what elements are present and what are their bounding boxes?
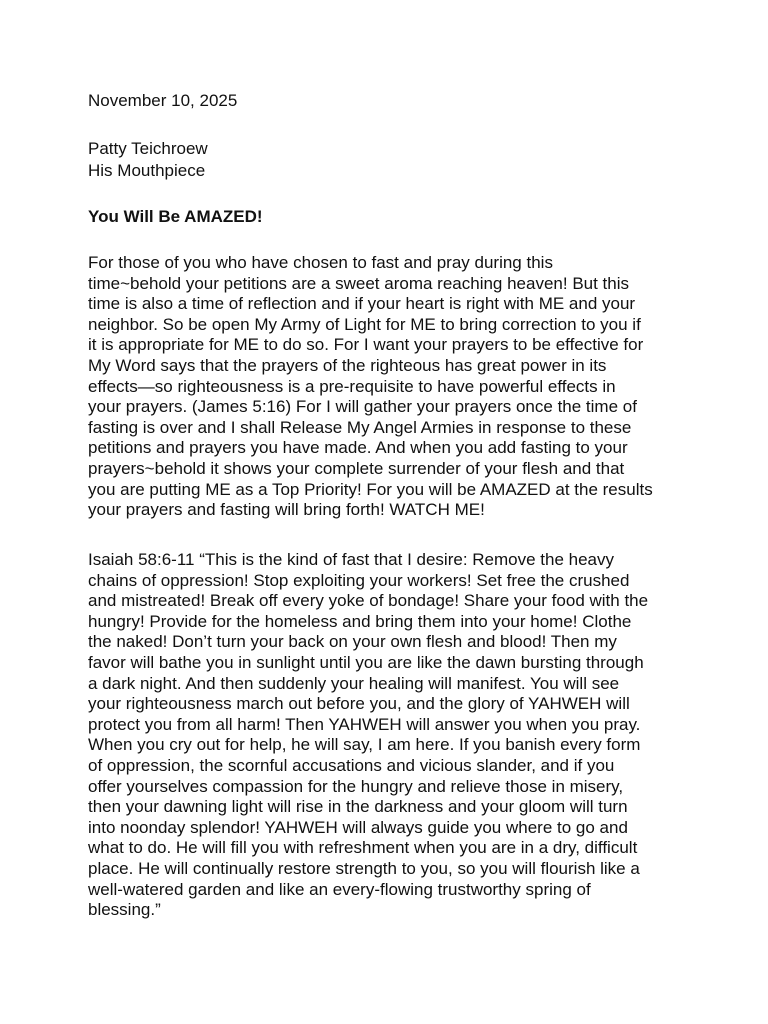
text-line: a dark night. And then suddenly your healing will manifest. You will see bbox=[88, 673, 620, 693]
text-line: well-watered garden and like an every-flowing trustworthy spring of bbox=[88, 879, 591, 899]
text-line: fasting is over and I shall Release My Angel Armies in response to these bbox=[88, 417, 632, 437]
text-line: of oppression, the scornful accusations and vicious slander, and if you bbox=[88, 755, 615, 775]
text-line: When you cry out for help, he will say, I am here. If you banish every form bbox=[88, 735, 641, 755]
author-name: Patty Teichroew bbox=[88, 139, 208, 158]
text-line: favor will bathe you in sunlight until you are like the dawn bursting through bbox=[88, 652, 644, 672]
text-line: For those of you who have chosen to fast and pray during this bbox=[88, 253, 553, 272]
text-line: into noonday splendor! YAHWEH will always guide you where to go and bbox=[88, 817, 628, 837]
text-line: your prayers. (James 5:16) For I will gather your prayers once the time of bbox=[88, 397, 637, 417]
text-line: it is appropriate for ME to do so. For I want your prayers to be effective for bbox=[88, 335, 644, 355]
text-line: chains of oppression! Stop exploiting your workers! Set free the crushed bbox=[88, 570, 630, 590]
text-line: your prayers and fasting will bring forth! WATCH ME! bbox=[88, 500, 485, 520]
text-line: what to do. He will fill you with refreshment when you are in a dry, difficult bbox=[88, 838, 638, 858]
author-block bbox=[88, 138, 208, 182]
text-line: petitions and prayers you have made. And when you add fasting to your bbox=[88, 438, 628, 458]
text-line: hungry! Provide for the homeless and bring them into your home! Clothe bbox=[88, 611, 632, 631]
text-line: time~behold your petitions are a sweet aroma reaching heaven! But this bbox=[88, 273, 630, 293]
text-line: neighbor. So be open My Army of Light for ME to bring correction to you if bbox=[88, 314, 641, 334]
text-line: then your dawning light will rise in the darkness and your gloom will turn bbox=[88, 797, 628, 817]
text-line: time is also a time of reflection and if your heart is right with ME and your bbox=[88, 294, 636, 314]
text-line: protect you from all harm! Then YAHWEH will answer you when you pray. bbox=[88, 714, 641, 734]
body-paragraph-2-scripture bbox=[88, 550, 648, 921]
body-paragraph-1 bbox=[88, 253, 653, 521]
text-line: and mistreated! Break off every yoke of bondage! Share your food with the bbox=[88, 591, 649, 611]
text-line: your righteousness march out before you, and the glory of YAHWEH will bbox=[88, 694, 630, 714]
letter-date: November 10, 2025 bbox=[88, 91, 238, 110]
text-line: effects—so righteousness is a pre-requisite to have powerful effects in bbox=[88, 376, 616, 396]
text-line: prayers~behold it shows your complete surrender of your flesh and that bbox=[88, 458, 625, 478]
author-role: His Mouthpiece bbox=[88, 161, 206, 180]
text-line: the naked! Don’t turn your back on your own flesh and blood! Then my bbox=[88, 632, 617, 652]
text-line: you are putting ME as a Top Priority! For you will be AMAZED at the results bbox=[88, 479, 653, 499]
text-line: offer yourselves compassion for the hungry and relieve those in misery, bbox=[88, 776, 624, 796]
text-line: Isaiah 58:6-11 “This is the kind of fast that I desire: Remove the heavy bbox=[88, 550, 615, 569]
text-line: My Word says that the prayers of the righteous has great power in its bbox=[88, 355, 607, 375]
text-line: place. He will continually restore strength to you, so you will flourish like a bbox=[88, 858, 640, 878]
letter-title: You Will Be AMAZED! bbox=[88, 207, 263, 226]
text-line: blessing.” bbox=[88, 900, 161, 920]
